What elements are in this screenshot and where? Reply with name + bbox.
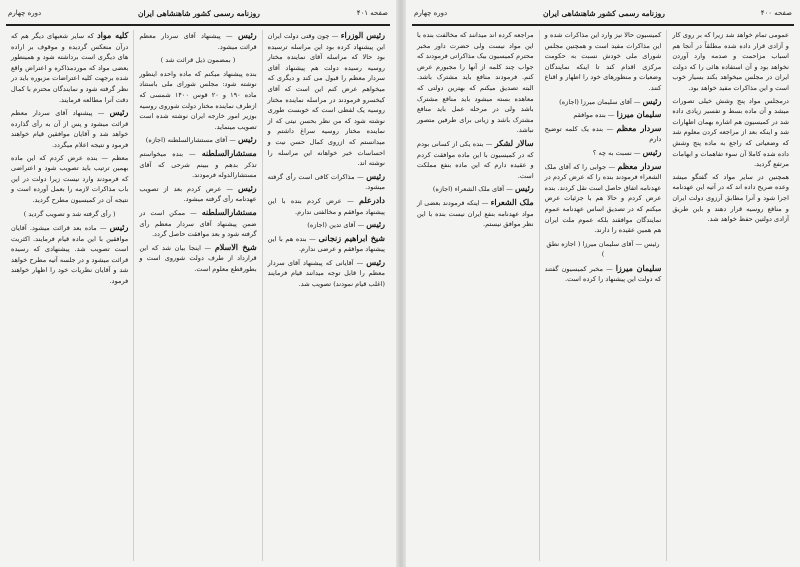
paragraph-text: کمیسیون حالا نیز وارد این مذاکرات شده و این مذاکرات مفید است و همچنین مجلس شورای ملی خودش نسبت به حکومت مرکزی اقدام کند تا اینکه نمایندگان وضعیات و منظورهای خود را اظهار و اقناع کنند. <box>544 31 662 92</box>
paragraph <box>11 107 128 150</box>
paragraph-text: درمجلس مواد پنج وشش خیلی تصورات میشد و آن ماده بسط و تفسیر زیادی داده شد در کمیسیون هم اشاره بهمان اظهارات شد و اینکه بعد از مراجعه کردن معلوم شد که وضعیاتی که راجع به ماده پنج وشش داده شده کاملا آن سوء تفاهمات و ابهامات مرتفع گردید. <box>672 96 789 169</box>
paragraph <box>268 219 385 231</box>
paragraph-text: مراجعه کرده اند میدانند که مخالفت بنده با این مواد نیست ولی حضرت داور مخبر محترم کمیسیون بیک مذاکراتی فرمودند که جواب چند کلمه از آنها را مجبورم عرض کنم. فرمودند منافع باید مشترک باشد. البته تصدیق میکنم که بهترین دولتی که معاهده بسته میشود باید منافع مشترک باشد ولی در مرحله عمل باید منافع مشترک باشد و زیانی برای طرفین متصور نباشد. <box>416 31 534 135</box>
paragraph <box>268 233 385 255</box>
newspaper-title: روزنامه رسمی کشور شاهنشاهی ایران <box>138 8 260 18</box>
paragraph-text: — آقای مستشارالسلطنه (اجازه) <box>145 136 236 145</box>
speaker-name: رئیس الوزراء <box>340 30 385 40</box>
header-rule <box>6 24 390 26</box>
speaker-name: رئیس <box>109 107 129 118</box>
speaker-name: ملک الشعراء <box>490 196 534 207</box>
left-page <box>0 0 396 567</box>
paragraph <box>139 134 256 146</box>
paragraph-text: همچنین در سایر مواد که گفتگو میشد وعده صریح داده اند که در آتیه این عهدنامه اجرا شود و آنرا مطابق آرزوی دولت ایران و منافع روسیه قرار دهند و باین طریق آزادی دولتین حفظ خواهد شد. <box>672 172 789 224</box>
paragraph-text: که سایر شعبهای دیگر هم که درآن منعکس گردیده و موقوف بر اراده های دیگری است برداشته شود و همینطور بعضی مواد که موردمذاکره و اعتراض واقع شده برجهت کلیه اعتراضات مزبوره باید در نظر گرفته شود و نمایندگان محترم با کمال دقت آنرا مطالعه فرمایند. <box>11 32 129 104</box>
paragraph-text: ( بمضمون ذیل قرائت شد ) <box>160 56 236 65</box>
speaker-name: مستشارالسلطنه <box>201 206 257 217</box>
paragraph-text: — بنده یک کلمه توضیح دارم <box>544 124 662 144</box>
page-header <box>8 4 388 22</box>
paragraph-text: — ممکن است در ضمن پیشنهاد آقای سردار معظم رأی گرفته شود و بعد موافقت حاصل گردد. <box>139 208 257 239</box>
speaker-name: دادرعلم <box>359 194 385 205</box>
paragraph <box>139 242 256 275</box>
paragraph <box>268 257 385 290</box>
paragraph-text: — آقای تدین (اجازه) <box>307 221 365 230</box>
paragraph-text: عمومی تمام خواهد شد زیرا که بر روی کار و آزادی قرار داده شده مطلقاً در آنجا هم اسباب مزاحمت و صدمه وارد آوردن نخواهد بود و آن استفاده هائی را که دولت ایران در مجلس میخواهد بکند بسیار خوب است و این مذاکرات مفید خواهد بود. <box>672 31 789 92</box>
paragraph-text: — اینکه فرمودند بعضی از مواد عهدنامه بنفع ایران نیست بنده با این نظر موافق نیستم. <box>416 198 534 229</box>
speaker-name: رئیس <box>642 95 662 106</box>
right-page <box>406 0 800 567</box>
paragraph <box>139 30 256 52</box>
book-gutter <box>396 0 406 567</box>
speaker-name: رئیس <box>109 222 129 233</box>
speaker-name: شیخ ابراهیم زنجانی <box>318 232 385 243</box>
paragraph <box>545 30 662 94</box>
paragraph-text: معظم — بنده عرض کردم که این ماده بهمین ترتیب باید تصویب شود و اعتراضی که فرمودند وارد نیست زیرا دولت در این باب مذاکرات لازمه را بعمل آورده است و نتیجه آن در کمیسیون مطرح گردید. <box>11 153 129 204</box>
paragraph <box>268 195 385 217</box>
newspaper-title: روزنامه رسمی کشور شاهنشاهی ایران <box>543 8 665 18</box>
paragraph <box>139 69 256 133</box>
paragraph <box>11 222 128 287</box>
paragraph <box>545 96 662 108</box>
paragraph <box>417 183 534 195</box>
speaker-name: مستشارالسلطنه <box>201 147 257 158</box>
centered-note <box>545 239 662 260</box>
text-columns <box>6 30 390 561</box>
paragraph-text: ( رأی گرفته شد و تصویب گردید ) <box>23 209 116 218</box>
text-columns <box>412 30 794 561</box>
paragraph <box>545 263 662 285</box>
paragraph-text: — نسبت به چه ؟ <box>592 148 641 157</box>
paragraph <box>545 109 662 121</box>
speaker-name: رئیس <box>642 146 662 157</box>
paragraph <box>139 183 256 205</box>
paragraph-text: — آقای ملک الشعراء (اجازه) <box>432 185 513 194</box>
speaker-name: رئیس <box>366 170 385 181</box>
paragraph <box>545 147 662 159</box>
speaker-name: شیخ الاسلام <box>214 241 257 252</box>
paragraph-text: — چون وقتی دولت ایران این پیشنهاد کرده بود این مراسله ترسیده بود حالا که مراسله آقای نماینده مختار روسیه رسیده دولت هم پیشنهاد آقای سردار معظم را قبول می کند و دیگری که میخواهم عرض کنم این است که آقای کیخسرو فرمودند در مراسله نماینده مختار روسیه یک لفظی است که خوبست طوری نوشته شود که من نظر بحسن نیتی که از نماینده مختار روسیه سراغ داشتم و میدانستم که ازروی کمال حسن نیت و احساسات خیر خواهانه این مراسله را نوشته اند. <box>267 32 385 168</box>
speaker-name: کلیه مواد <box>97 30 129 40</box>
paragraph-text: — آقایانی که پیشنهاد آقای سردار معظم را قابل توجه میدانند قیام فرمایند (اغلب قیام نمودند) تصویب شد. <box>267 258 385 289</box>
speaker-name: رئیس <box>366 219 385 230</box>
paragraph-text: — پیشنهاد آقای سردار معظم قرائت میشود. <box>139 32 257 51</box>
speaker-name: سلیمان میرزا <box>616 109 662 120</box>
issue-label: دوره چهارم <box>414 9 448 17</box>
paragraph-text: — بنده میخواستم تذکر بدهم و ببینم شرحی که آقای مستشارالدوله فرمودند. <box>139 149 257 180</box>
text-column <box>666 30 794 561</box>
speaker-name: رئیس <box>237 30 257 40</box>
text-column <box>133 30 261 561</box>
speaker-name: سردار معظم <box>616 122 662 133</box>
speaker-name: سالار لشکر <box>494 137 534 148</box>
page-number: صفحه ۴۰۰ <box>760 9 792 17</box>
paragraph-text: — مذاکرات کافی است رأی گرفته میشود. <box>267 172 385 192</box>
paragraph <box>268 171 385 193</box>
paragraph <box>417 197 534 230</box>
paragraph-text: — ماده بعد قرائت میشود. آقایان موافقین با این ماده قیام فرمایند. اکثریت است تصویب شد. پیشنهادی که رسیده قرائت میشود و در جلسه آتیه مطرح خواهد شد و آقایان نظریات خود را اظهار خواهند فرمود. <box>11 224 129 286</box>
paragraph <box>11 153 128 206</box>
paragraph <box>417 138 534 181</box>
speaker-name: سردار معظم <box>617 160 662 171</box>
speaker-name: رئیس <box>366 256 385 267</box>
text-column <box>262 30 390 561</box>
paragraph <box>139 148 256 181</box>
paragraph-text: بنده پیشنهاد میکنم که ماده واحده اینطور نوشته شود: مجلس شورای ملی باستناد ماده ۱۹۰ و ۲۰ قوس ۱۴۰۰ شمسی که ازطرف نماینده مختار دولت شوروی روسیه بوزیر امور خارجه ایران نوشته شده است تصویب مینماید. <box>139 69 257 131</box>
header-rule <box>412 24 794 26</box>
paragraph-text: — بنده یکی از کسانی بودم که در کمیسیون با این ماده موافقت کردم و عقیده دارم که این ماده بنفع مملکت است. <box>416 139 534 180</box>
paragraph <box>268 30 385 169</box>
text-column <box>6 30 133 561</box>
paragraph <box>672 30 789 94</box>
paragraph <box>672 96 789 170</box>
page-header <box>414 4 792 22</box>
paragraph <box>545 161 662 236</box>
paragraph-text: — پیشنهاد آقای سردار معظم قرائت میشود و پس از آن به رأی گذارده خواهد شد و آقایان موافقین قیام خواهند فرمود و نتیجه اعلام میگردد. <box>11 109 129 149</box>
paragraph <box>417 30 534 136</box>
paragraph <box>11 30 128 105</box>
paragraph-text: — بنده هم با این پیشنهاد موافقم و عرضی ندارم. <box>267 234 385 254</box>
paragraph-text: — بنده موافقم <box>573 111 615 120</box>
issue-label: دوره چهارم <box>8 9 42 17</box>
paragraph <box>672 172 789 225</box>
paragraph-text: — عرض کردم بنده با این پیشنهاد موافقم و مخالفتی ندارم. <box>267 196 385 216</box>
paragraph-text: رئیس — آقای سلیمان میرزا ( اجازه نطق ) <box>546 239 660 259</box>
paragraph <box>545 123 662 145</box>
paragraph <box>139 207 256 240</box>
paragraph-text: — جوابی را که آقای ملک الشعراء فرمودند بنده را که عرض کردم در عهدنامه اتفاق حاصل است نقل کردند. بنده عرض کردم و حالا هم با جزئیات عرض میکنم که در تصدیق اساس عهدنامه عموم نمایندگان موافقند بلکه عموم ملت ایران هم همین عقیده را دارند. <box>544 162 662 235</box>
centered-note <box>11 209 128 220</box>
speaker-name: رئیس <box>514 183 534 194</box>
speaker-name: سلیمان میرزا <box>615 262 662 273</box>
paragraph-text: — آقای سلیمان میرزا (اجازه) <box>559 97 641 106</box>
speaker-name: رئیس <box>237 182 257 193</box>
page-number: صفحه ۴۰۱ <box>356 9 388 17</box>
paragraph-text: — عرض کردم بعد از تصویب عهدنامه رأی گرفته میشود. <box>139 184 257 204</box>
paragraph-text: — اینجا بیان شد که این قرارداد از طرف دولت شوروی است و بطورقطع معلوم است. <box>139 243 257 273</box>
speaker-name: رئیس <box>237 134 257 145</box>
centered-note <box>139 55 256 66</box>
paragraph-text: — مخبر کمیسیون گفتند که دولت این پیشنهاد را کرده است. <box>544 264 662 284</box>
text-column <box>412 30 539 561</box>
text-column <box>539 30 667 561</box>
